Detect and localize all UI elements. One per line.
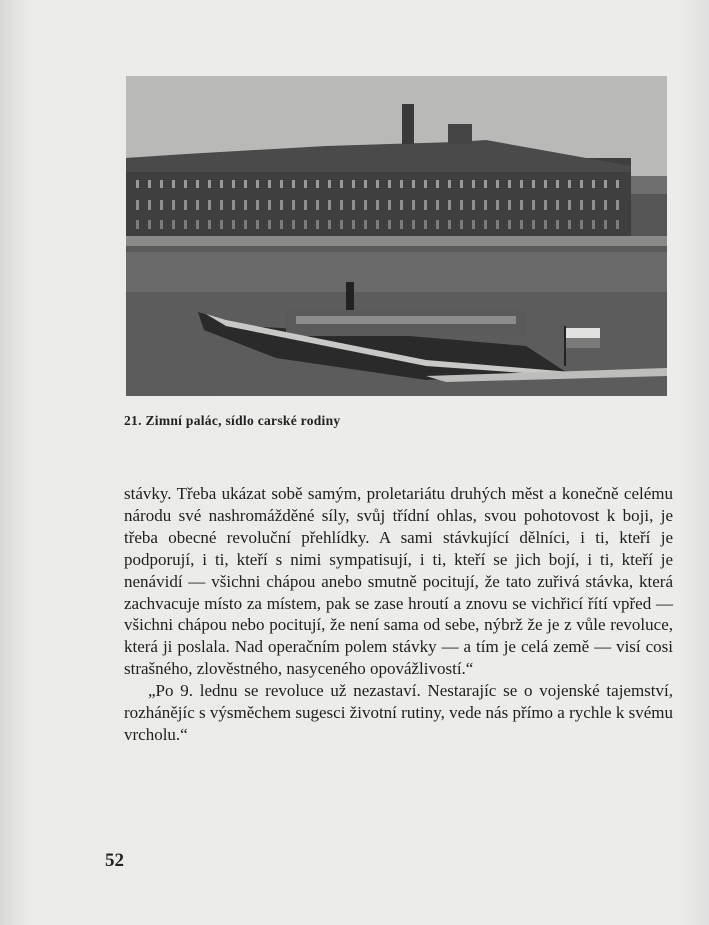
figure-caption: [124, 413, 340, 429]
body-text: [124, 483, 673, 746]
figure-number: 21.: [124, 413, 142, 428]
paragraph: stávky. Třeba ukázat sobě samým, proletariátu druhých měst a konečně celému národu své nashromážděné síly, svůj třídní ohlas, svou pohotovost k boji, je třeba obecné revoluční přehlídky. A sami stávkující dělníci, i ti, kteří je podporují, i ti, kteří s nimi sympatisují, i ti, kteří se jich bojí, i ti, kteří je nenávidí — všichni chápou anebo smutně pocitují, že tato zuřivá stávka, která zachvacuje místo za místem, pak se zase hroutí a znovu se vichřicí řítí vpřed — všichni chápou nebo pocitují, že není sama od sebe, nýbrž že je z vůle revoluce, která ji poslala. Nad operačním polem stávky — a tím je celá země — visí cosi strašného, zlověstného, nasyceného opovážlivostí.“: [124, 484, 673, 679]
page-number: 52: [105, 850, 124, 871]
paragraph: „Po 9. lednu se revoluce už nezastaví. Nestarajíc se o vojenské tajemství, rozhánějíc s výsměchem sugesci životní rutiny, vede nás přímo a rychle k svému vrcholu.“: [124, 681, 673, 744]
photo-illustration: [126, 76, 667, 396]
figure-caption-text: Zimní palác, sídlo carské rodiny: [145, 413, 341, 428]
winter-palace-photo: [126, 76, 667, 396]
